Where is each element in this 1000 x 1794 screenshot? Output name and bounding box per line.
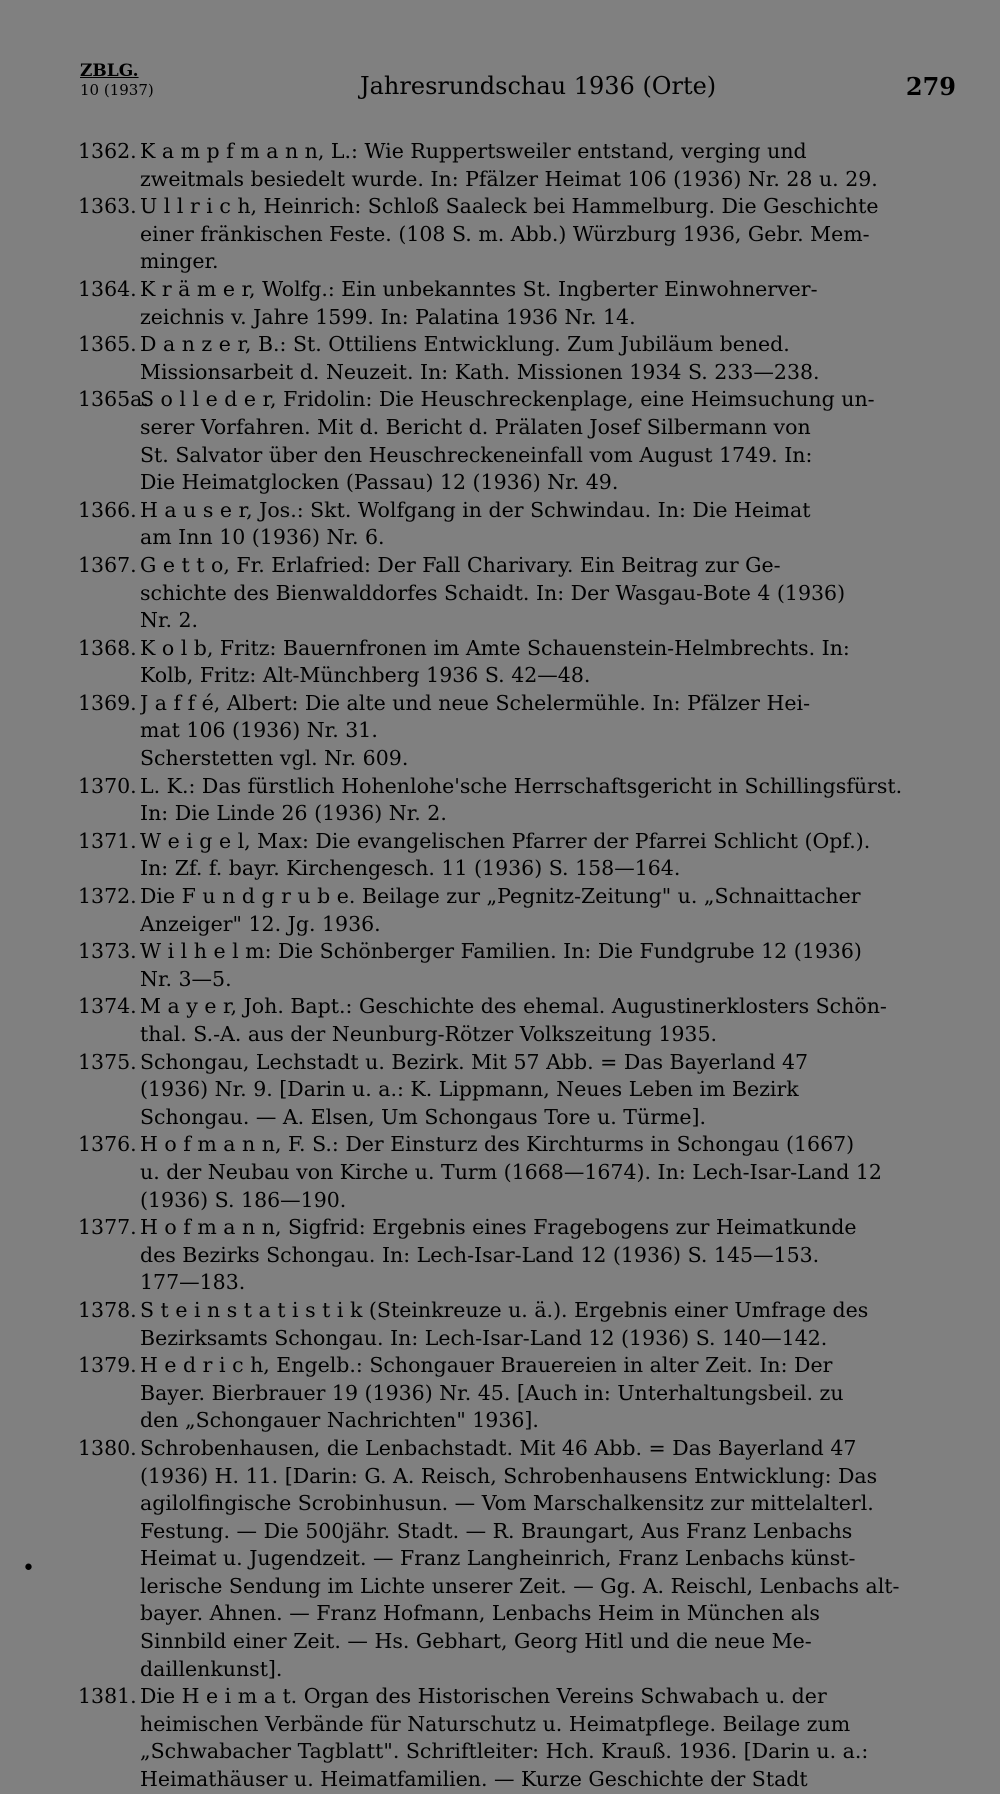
entry-text-line: daillenkunst]. [140,1656,283,1681]
entry-text-line: U l l r i c h, Heinrich: Schloß Saaleck bei Hammelburg. Die Geschichte [140,194,879,219]
entry-text-line: den „Schongauer Nachrichten" 1936]. [140,1408,539,1433]
entry-text-line: Heimathäuser u. Heimatfamilien. — Kurze Geschichte der Stadt [140,1767,808,1792]
bibliography-entry [78,938,958,993]
bibliography-entry [78,635,958,690]
entry-number: 1365. [78,332,137,357]
bibliography-entry [78,1352,958,1435]
entry-number: 1363. [78,194,137,219]
entry-number: 1364. [78,276,137,301]
entry-text-line: Scherstetten vgl. Nr. 609. [140,746,409,771]
entry-text-line: K a m p f m a n n, L.: Wie Ruppertsweiler entstand, verging und [140,139,807,163]
bibliography-entry [78,138,958,193]
entry-text-line: serer Vorfahren. Mit d. Bericht d. Prälaten Josef Silbermann von [140,414,811,439]
entry-number: 1379. [78,1353,137,1378]
entry-text-line: J a f f é, Albert: Die alte und neue Schelermühle. In: Pfälzer Hei- [140,690,810,715]
entry-text-line: (1936) H. 11. [Darin: G. A. Reisch, Schrobenhausens Entwicklung: Das [140,1463,878,1488]
entry-text-line: Schongau, Lechstadt u. Bezirk. Mit 57 Abb. = Das Bayerland 47 [140,1049,809,1074]
entry-number: 1373. [78,939,137,964]
entry-text-line: M a y e r, Joh. Bapt.: Geschichte des ehemal. Augustinerklosters Schön- [140,994,887,1019]
entry-text-line: agilolfingische Scrobinhusun. — Vom Marschalkensitz zur mittelalterl. [140,1491,874,1516]
entry-number: 1368. [78,635,137,660]
entry-number: 1366. [78,497,137,522]
entry-text-line: 177—183. [140,1270,246,1295]
bibliography-entry [78,828,958,883]
entry-text-line: In: Die Linde 26 (1936) Nr. 2. [140,801,447,826]
entry-text-line: lerische Sendung im Lichte unserer Zeit. — Gg. A. Reischl, Lenbachs alt- [140,1573,900,1598]
entry-number: 1367. [78,552,137,577]
entry-text-line: St. Salvator über den Heuschreckeneinfall vom August 1749. In: [140,442,813,467]
entry-text-line: Die Heimatglocken (Passau) 12 (1936) Nr. 49. [140,470,619,495]
page-number: 279 [905,72,956,101]
entry-text-line: schichte des Bienwalddorfes Schaidt. In: Der Wasgau-Bote 4 (1936) [140,580,846,605]
entry-number: 1378. [78,1297,137,1322]
journal-abbreviation [80,62,154,100]
journal-abbrev-top: ZBLG. [80,61,139,81]
bibliography-entry [78,1049,958,1132]
entry-text-line: Heimat u. Jugendzeit. — Franz Langheinrich, Franz Lenbachs künst- [140,1546,856,1571]
entry-text-line: H o f m a n n, Sigfrid: Ergebnis eines Fragebogens zur Heimatkunde [140,1215,857,1240]
bibliography-entry [78,993,958,1048]
entry-number: 1370. [78,773,137,798]
bibliography-entry [78,773,958,828]
entry-text-line: S t e i n s t a t i s t i k (Steinkreuze u. ä.). Ergebnis einer Umfrage des [140,1297,869,1322]
entry-text-line: Anzeiger" 12. Jg. 1936. [140,911,381,936]
entry-text-line: In: Zf. f. bayr. Kirchengesch. 11 (1936) S. 158—164. [140,856,681,881]
bibliography-entry [78,276,958,331]
entry-text-line: Nr. 3—5. [140,966,232,991]
entry-number: 1369. [78,690,137,715]
entry-text-line: einer fränkischen Feste. (108 S. m. Abb.) Würzburg 1936, Gebr. Mem- [140,221,870,246]
entry-text-line: minger. [140,249,219,274]
entry-text-line: Kolb, Fritz: Alt-Münchberg 1936 S. 42—48. [140,663,591,688]
bibliography-entry [78,1297,958,1352]
entry-number: 1372. [78,884,137,909]
entry-number: 1371. [78,828,137,853]
entry-text-line: Missionsarbeit d. Neuzeit. In: Kath. Missionen 1934 S. 233—238. [140,359,820,384]
entry-text-line: des Bezirks Schongau. In: Lech-Isar-Land 12 (1936) S. 145—153. [140,1242,820,1267]
entry-text-line: D a n z e r, B.: St. Ottiliens Entwicklung. Zum Jubiläum bened. [140,332,790,357]
entry-text-line: Schrobenhausen, die Lenbachstadt. Mit 46 Abb. = Das Bayerland 47 [140,1435,857,1460]
margin-bullet: • [22,1556,35,1581]
bibliography-entry [78,552,958,635]
entry-text-line: H e d r i c h, Engelb.: Schongauer Brauereien in alter Zeit. In: Der [140,1353,833,1378]
running-title: Jahresrundschau 1936 (Orte) [360,72,717,100]
bibliography-list [78,138,958,1794]
bibliography-entry [78,386,958,496]
entry-text-line: H o f m a n n, F. S.: Der Einsturz des Kirchturms in Schongau (1667) [140,1132,855,1157]
entry-number: 1365a. [78,387,149,412]
entry-text-line: „Schwabacher Tagblatt". Schriftleiter: Hch. Krauß. 1936. [Darin u. a.: [140,1739,869,1764]
entry-text-line: K o l b, Fritz: Bauernfronen im Amte Schauenstein-Helmbrechts. In: [140,635,850,660]
journal-volume: 10 (1937) [80,81,154,99]
bibliography-entry [78,1683,958,1793]
entry-text-line: thal. S.-A. aus der Neunburg-Rötzer Volkszeitung 1935. [140,1022,718,1046]
bibliography-entry [78,1131,958,1214]
entry-number: 1380. [78,1435,137,1460]
entry-text-line: K r ä m e r, Wolfg.: Ein unbekanntes St. Ingberter Einwohnerver- [140,276,818,301]
bibliography-entry [78,1435,958,1683]
bibliography-entry [78,497,958,552]
bibliography-entry [78,690,958,773]
entry-text-line: Die H e i m a t. Organ des Historischen Vereins Schwabach u. der [140,1684,827,1709]
bibliography-entry [78,883,958,938]
entry-text-line: W e i g e l, Max: Die evangelischen Pfarrer der Pfarrei Schlicht (Opf.). [140,828,871,853]
entry-number: 1381. [78,1684,137,1709]
entry-number: 1374. [78,994,137,1019]
entry-text-line: am Inn 10 (1936) Nr. 6. [140,525,385,550]
entry-text-line: Bezirksamts Schongau. In: Lech-Isar-Land 12 (1936) S. 140—142. [140,1325,828,1350]
entry-text-line: u. der Neubau von Kirche u. Turm (1668—1674). In: Lech-Isar-Land 12 [140,1159,882,1184]
entry-text-line: Schongau. — A. Elsen, Um Schongaus Tore u. Türme]. [140,1104,707,1129]
entry-number: 1362. [78,139,137,163]
bibliography-entry [78,1214,958,1297]
entry-text-line: Bayer. Bierbrauer 19 (1936) Nr. 45. [Auch in: Unterhaltungsbeil. zu [140,1380,844,1405]
entry-number: 1376. [78,1132,137,1157]
entry-number: 1375. [78,1049,137,1074]
entry-text-line: Die F u n d g r u b e. Beilage zur „Pegnitz-Zeitung" u. „Schnaittacher [140,884,861,909]
entry-text-line: G e t t o, Fr. Erlafried: Der Fall Charivary. Ein Beitrag zur Ge- [140,552,781,577]
entry-text-line: H a u s e r, Jos.: Skt. Wolfgang in der Schwindau. In: Die Heimat [140,497,811,522]
entry-text-line: mat 106 (1936) Nr. 31. [140,718,378,743]
entry-text-line: Festung. — Die 500jähr. Stadt. — R. Braungart, Aus Franz Lenbachs [140,1518,853,1543]
entry-text-line: heimischen Verbände für Naturschutz u. Heimatpflege. Beilage zum [140,1711,851,1736]
entry-text-line: Sinnbild einer Zeit. — Hs. Gebhart, Georg Hitl und die neue Me- [140,1629,812,1654]
entry-text-line: W i l h e l m: Die Schönberger Familien. In: Die Fundgrube 12 (1936) [140,939,862,964]
entry-number: 1377. [78,1215,137,1240]
entry-text-line: (1936) Nr. 9. [Darin u. a.: K. Lippmann, Neues Leben im Bezirk [140,1077,799,1102]
entry-text-line: Nr. 2. [140,608,199,633]
bibliography-entry [78,193,958,276]
entry-text-line: zweitmals besiedelt wurde. In: Pfälzer Heimat 106 (1936) Nr. 28 u. 29. [140,166,878,191]
entry-text-line: S o l l e d e r, Fridolin: Die Heuschreckenplage, eine Heimsuchung un- [140,387,875,412]
bibliography-entry [78,331,958,386]
entry-text-line: (1936) S. 186—190. [140,1187,347,1212]
entry-text-line: L. K.: Das fürstlich Hohenlohe'sche Herrschaftsgericht in Schillingsfürst. [140,773,903,798]
entry-text-line: bayer. Ahnen. — Franz Hofmann, Lenbachs Heim in München als [140,1601,820,1626]
entry-text-line: zeichnis v. Jahre 1599. In: Palatina 1936 Nr. 14. [140,304,636,329]
